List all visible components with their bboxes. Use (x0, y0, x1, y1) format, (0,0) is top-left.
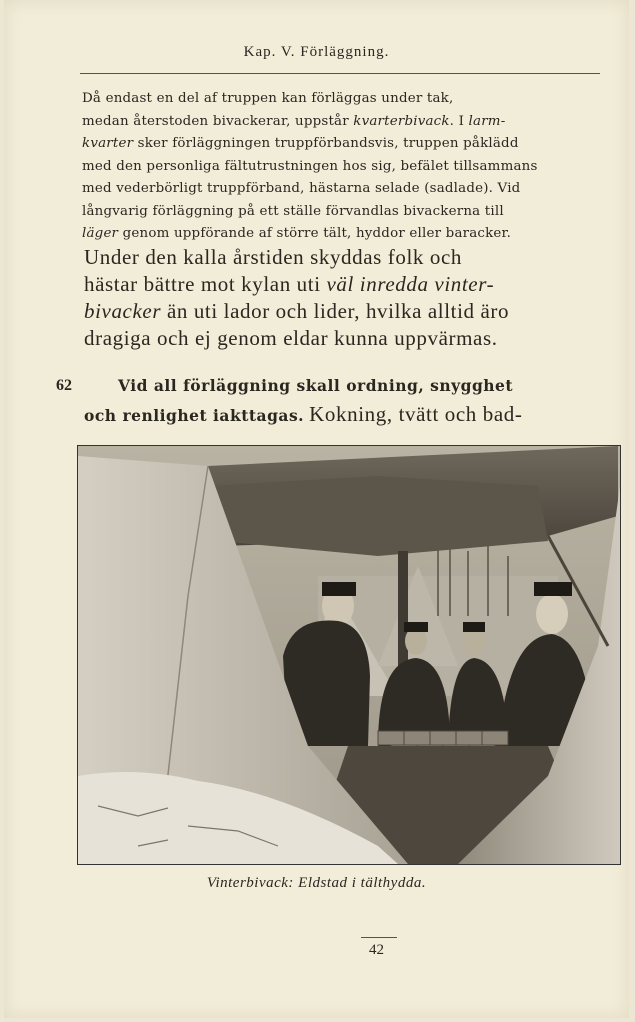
page-number-rule (361, 937, 397, 938)
small-line-7: läger genom uppförande af större tält, hyddor eller baracker. (82, 226, 512, 241)
large-line-2: hästar bättre mot kylan uti väl inredda vinter- (84, 272, 495, 296)
small-line-6: långvarig förläggning på ett ställe förvandlas bivackerna till (82, 203, 504, 219)
para62-line-2 (84, 400, 522, 430)
photo-caption: Vinterbivack: Eldstad i tälthydda. (206, 875, 427, 891)
book-page (4, 0, 629, 1018)
paragraph-number: 62 (56, 377, 72, 394)
small-print-paragraph (82, 88, 602, 246)
halftone-photograph (77, 445, 621, 865)
para62-bold-phrase: och renlighet iakttagas. (84, 406, 305, 425)
small-line-1: Då endast en del af truppen kan förläggas under tak, (82, 91, 454, 106)
para62-line-1 (118, 372, 513, 400)
large-print-paragraph (84, 244, 604, 352)
para62-bold-line: Vid all förläggning skall ordning, snygghet (118, 376, 514, 395)
small-line-4: med den personliga fältutrustningen hos sig, befälet tillsammans (82, 158, 538, 174)
small-line-3: kvarter sker förläggningen truppförbandsvis, truppen påklädd (82, 136, 519, 151)
running-header: Kap. V. Förläggning. (243, 44, 390, 60)
large-line-1: Under den kalla årstiden skyddas folk och (84, 245, 463, 269)
page-number: 42 (369, 942, 384, 958)
large-line-4: dragiga och ej genom eldar kunna uppvärmas. (84, 326, 498, 350)
header-rule (80, 73, 600, 74)
small-line-5: med vederbörligt truppförband, hästarna selade (sadlade). Vid (82, 181, 521, 196)
small-line-2: medan återstoden bivackerar, uppstår kvarterbivack. I larm- (82, 113, 506, 129)
large-line-3: bivacker än uti lador och lider, hvilka alltid äro (84, 299, 510, 323)
para62-continuation: Kokning, tvätt och bad- (309, 402, 523, 426)
winter-tent-photo (78, 446, 620, 864)
